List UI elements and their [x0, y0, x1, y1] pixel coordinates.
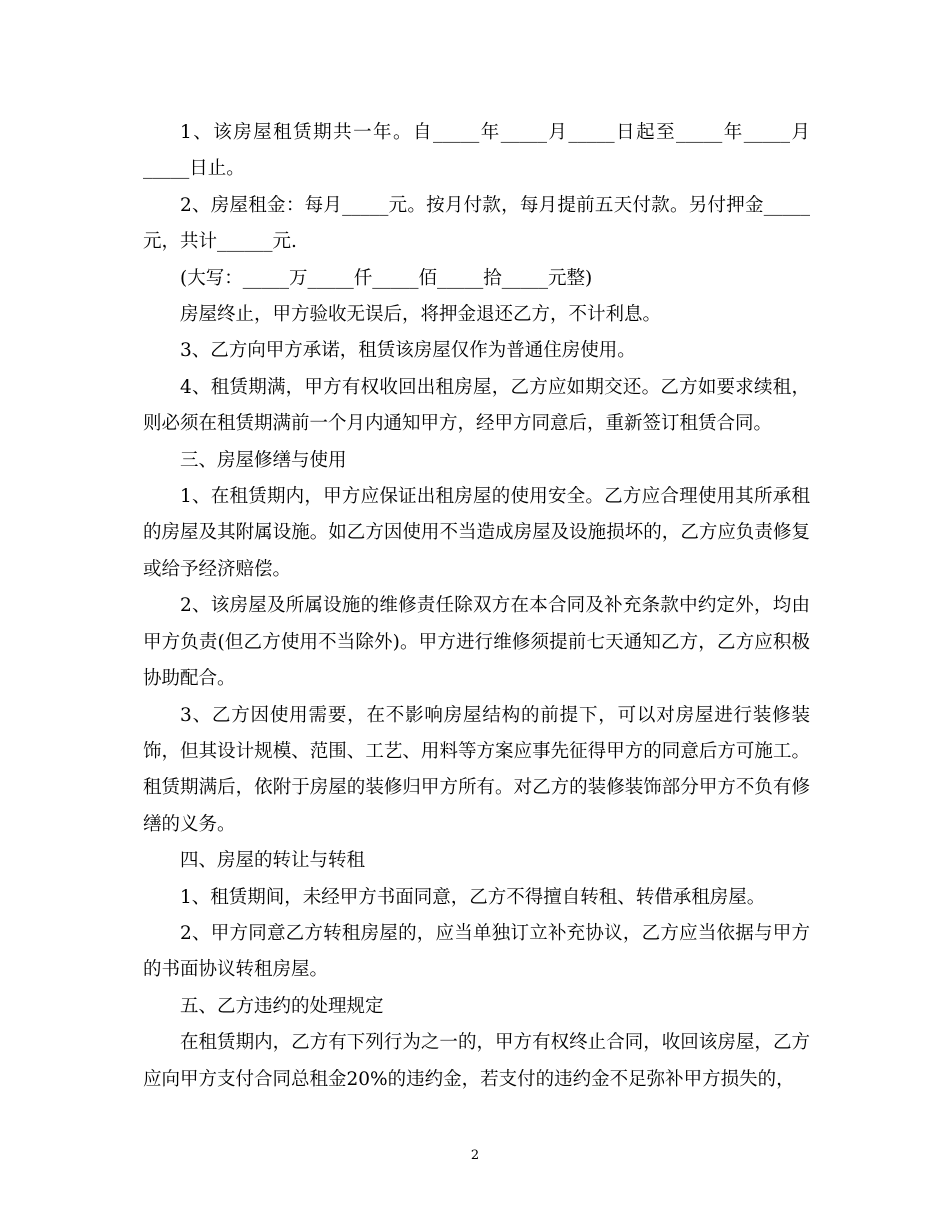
paragraph: 2、该房屋及所属设施的维修责任除双方在本合同及补充条款中约定外，均由甲方负责(但乙方使用不当除外)。甲方进行维修须提前七天通知乙方，乙方应积极协助配合。	[143, 595, 810, 690]
document-body	[143, 115, 810, 1098]
section-heading: 五、乙方违约的处理规定	[180, 995, 384, 1017]
paragraph: 2、甲方同意乙方转租房屋的，应当单独订立补充协议，乙方应当依据与甲方的书面协议转租房屋。	[143, 922, 810, 981]
paragraph: 房屋终止，甲方验收无误后，将押金退还乙方，不计利息。	[180, 304, 662, 326]
paragraph: 4、租赁期满，甲方有权收回出租房屋，乙方应如期交还。乙方如要求续租，则必须在租赁期满前一个月内通知甲方，经甲方同意后，重新签订租赁合同。	[143, 376, 810, 435]
page-number: 2	[470, 1148, 480, 1163]
paragraph: 2、房屋租金：每月_____元。按月付款，每月提前五天付款。另付押金_____元，共计______元.	[143, 194, 810, 253]
section-heading: 四、房屋的转让与转租	[180, 850, 366, 872]
section-heading: 三、房屋修缮与使用	[180, 449, 347, 471]
paragraph: 在租赁期内，乙方有下列行为之一的，甲方有权终止合同，收回该房屋，乙方应向甲方支付合同总租金20%的违约金，若支付的违约金不足弥补甲方损失的，	[143, 1032, 810, 1090]
paragraph: 1、在租赁期内，甲方应保证出租房屋的使用安全。乙方应合理使用其所承租的房屋及其附属设施。如乙方因使用不当造成房屋及设施损坏的，乙方应负责修复或给予经济赔偿。	[143, 486, 810, 580]
paragraph: 1、该房屋租赁期共一年。自_____年_____月_____日起至_____年_____月_____日止。	[143, 122, 810, 180]
paragraph: 3、乙方向甲方承诺，租赁该房屋仅作为普通住房使用。	[180, 340, 636, 362]
paragraph: 1、租赁期间，未经甲方书面同意，乙方不得擅自转租、转借承租房屋。	[180, 886, 766, 908]
paragraph: (大写：_____万_____仟_____佰_____拾_____元整)	[180, 267, 593, 289]
paragraph: 3、乙方因使用需要，在不影响房屋结构的前提下，可以对房屋进行装修装饰，但其设计规模、范围、工艺、用料等方案应事先征得甲方的同意后方可施工。租赁期满后，依附于房屋的装修归甲方所有。对乙方的装修装饰部分甲方不负有修缮的义务。	[143, 704, 810, 835]
